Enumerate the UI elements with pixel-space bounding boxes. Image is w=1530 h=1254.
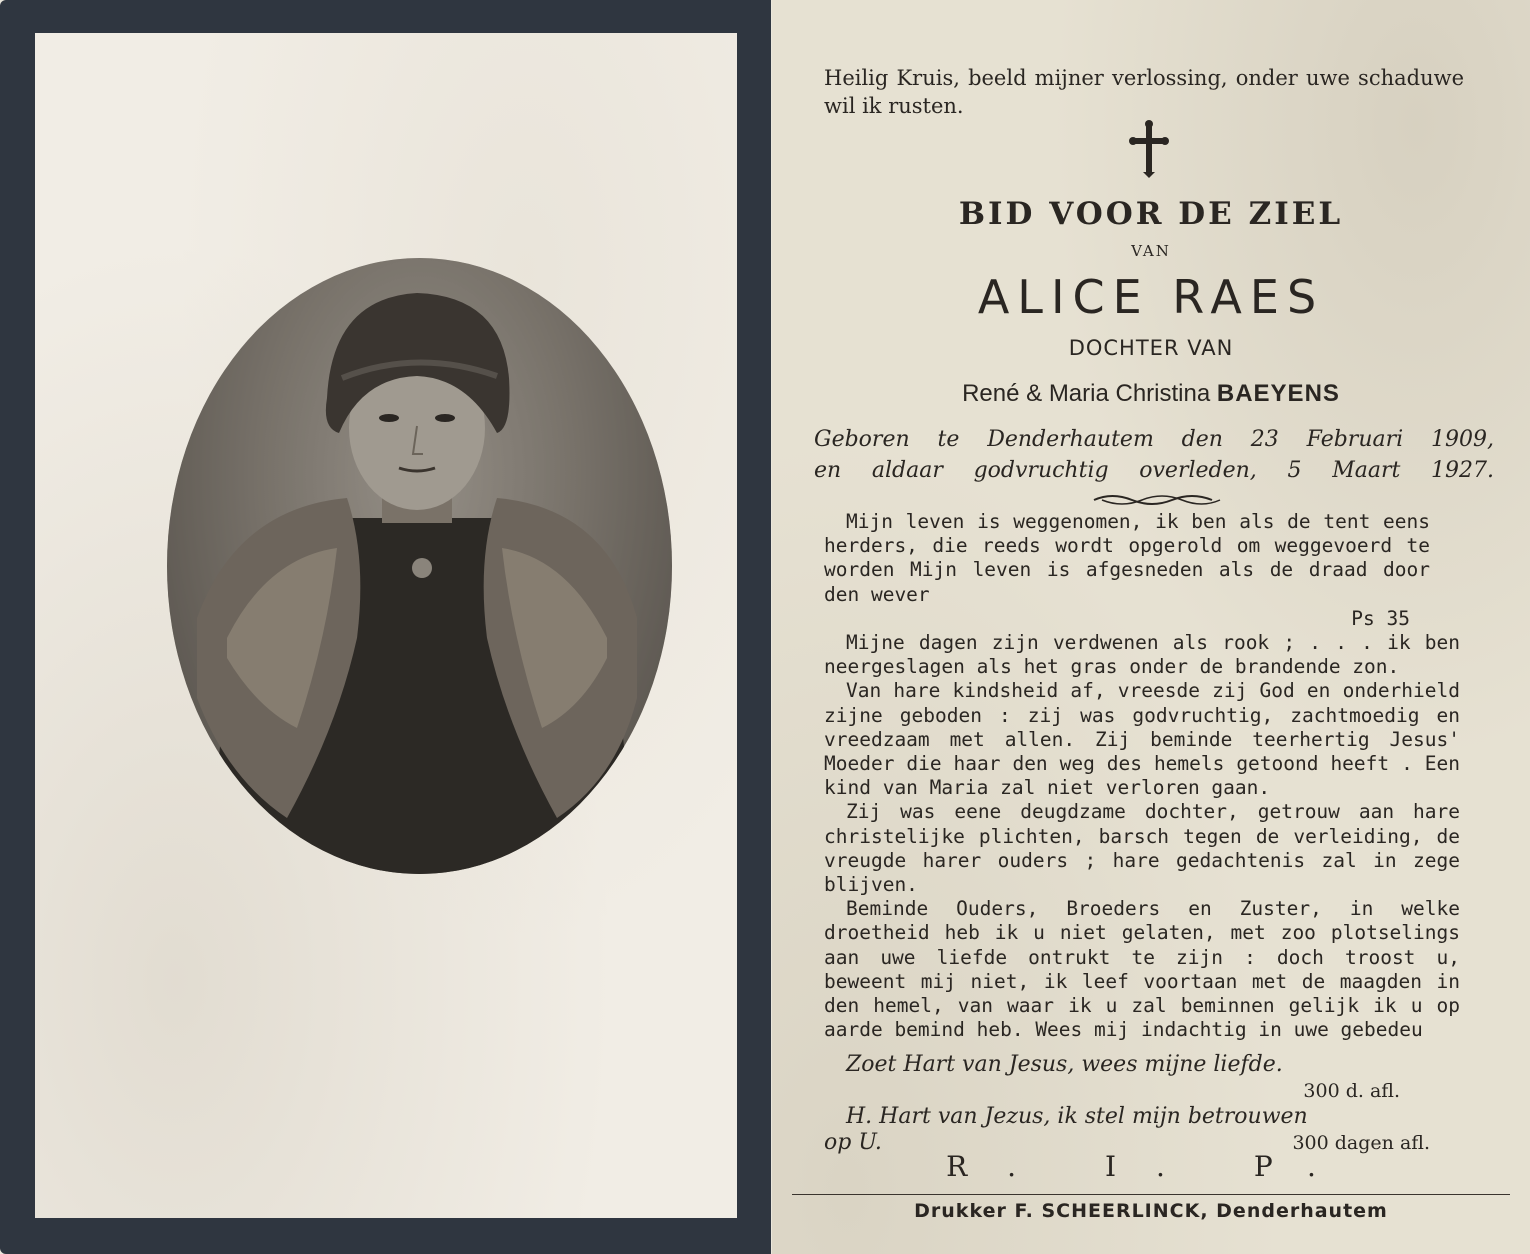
body-paragraph: Mijne dagen zijn verdwenen als rook ; . . . ik ben neergeslagen als het gras onder de brandende zon.	[824, 631, 1460, 679]
psalm-ref: Ps 35	[1351, 606, 1410, 630]
heading: BID VOOR DE ZIEL	[958, 196, 1344, 232]
parents-line	[772, 380, 1530, 408]
parents-surname: BAEYENS	[1216, 380, 1340, 407]
dochter-van-label: DOCHTER VAN	[1068, 336, 1234, 360]
divider-rule	[792, 1194, 1510, 1195]
flourish-divider-icon	[1092, 492, 1222, 508]
photo-card-paper	[35, 33, 737, 1218]
printer-credit: Drukker F. SCHEERLINCK, Denderhautem	[914, 1200, 1388, 1222]
prayers	[824, 1052, 1460, 1156]
psalm-ref-row	[824, 607, 1460, 631]
paragraph-text: Mijn leven is weggenomen, ik ben als de tent eens herders, die reeds wordt opgerold om weggevoerd te worden Mijn leven is afgesneden als de draad door den wever	[824, 510, 1430, 606]
born-line: Geboren te Denderhautem den 23 Februari 1909,	[814, 427, 1494, 452]
prayer-1: Zoet Hart van Jesus, wees mijne liefde.	[846, 1052, 1283, 1077]
body-paragraph: Van hare kindsheid af, vreesde zij God en onderhield zijne geboden : zij was godvruchtig, zachtmoedig en vreedzaam met allen. Zij beminde teerhertig Jesus' Moeder die haar den weg des hemels getoond heeft . Een kind van Maria zal niet verloren gaan.	[824, 679, 1460, 800]
prayer-2-end: op U.	[824, 1130, 882, 1155]
indulgence-1: 300 d. afl.	[1303, 1080, 1400, 1102]
parents-first-names: René & Maria Christina	[962, 380, 1211, 407]
prayer-2: H. Hart van Jezus, ik stel mijn betrouwen	[846, 1104, 1308, 1129]
van-label: VAN	[1131, 242, 1171, 260]
body-text	[824, 510, 1460, 1042]
birth-death-lines	[814, 424, 1494, 486]
died-line: en aldaar godvruchtig overleden, 5 Maart 1927.	[814, 458, 1494, 483]
rip-text: R. I. P.	[946, 1150, 1356, 1183]
body-paragraph	[824, 510, 1460, 607]
portrait-photo	[167, 258, 672, 874]
body-paragraph: Zij was eene deugdzame dochter, getrouw aan hare christelijke plichten, barsch tegen de verleiding, de vreugde harer ouders ; hare gedachtenis zal in zege blijven.	[824, 800, 1460, 897]
cross-icon	[1127, 120, 1171, 178]
portrait-illustration	[167, 258, 672, 874]
body-paragraph: Beminde Ouders, Broeders en Zuster, in welke droetheid heb ik u niet gelaten, met zoo plotselings aan uwe liefde ontrukt te zijn : doch troost u, beweent mij niet, ik leef voortaan met de maagden in den hemel, van waar ik u zal beminnen gelijk ik u op aarde bemind heb. Wees mij indachtig in uwe gebedeu	[824, 897, 1460, 1042]
verse-text: Heilig Kruis, beeld mijner verlossing, onder uwe schaduwe wil ik rusten.	[824, 66, 1464, 118]
deceased-name: ALICE RAES	[977, 270, 1325, 324]
indulgence-2: 300 dagen afl.	[1292, 1132, 1430, 1154]
text-card	[772, 0, 1530, 1254]
